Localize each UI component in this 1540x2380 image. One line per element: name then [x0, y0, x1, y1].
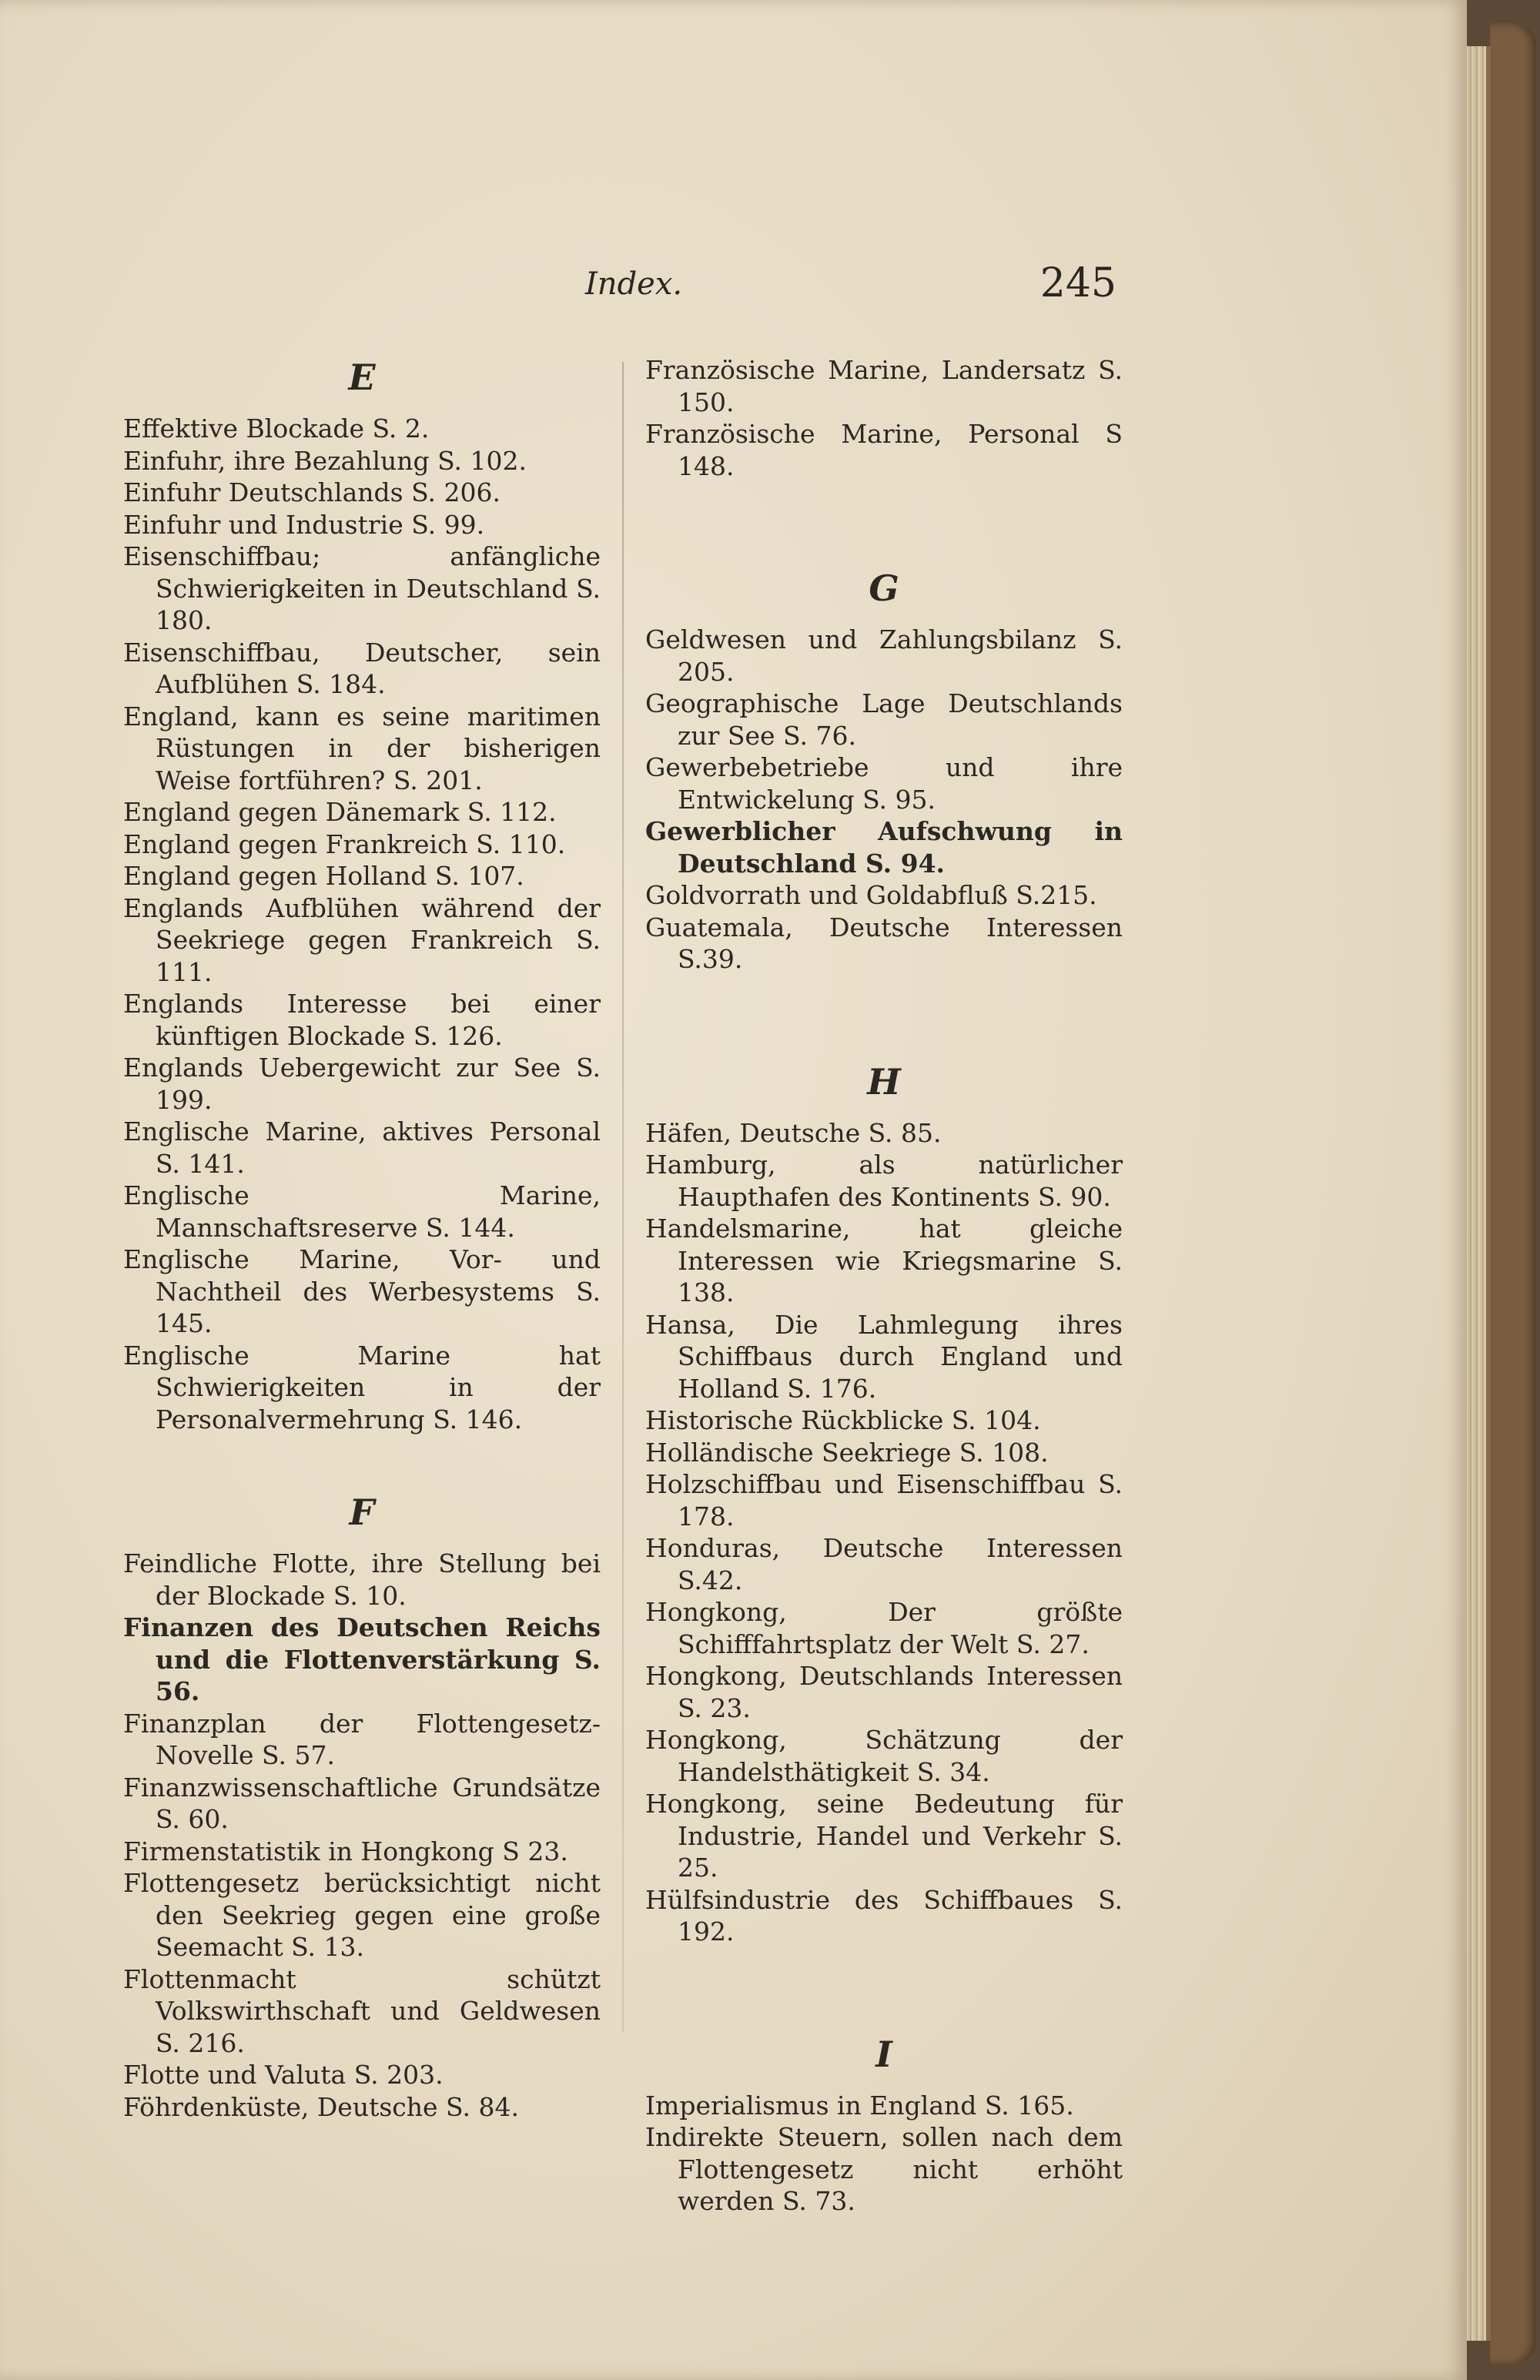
- index-entry: Hülfsindustrie des Schiffbaues S. 192.: [645, 1884, 1123, 1947]
- index-entry: England gegen Dänemark S. 112.: [123, 797, 557, 827]
- book-cover-edge: [1490, 23, 1536, 2364]
- section-gap: [645, 1948, 1123, 2002]
- section-gap: [645, 482, 1123, 536]
- index-entry: Gewerbebetriebe und ihre Entwickelung S. 95.: [645, 752, 1123, 815]
- index-entry: Föhrdenküste, Deutsche S. 84.: [123, 2091, 519, 2122]
- index-entry: Effektive Blockade S. 2.: [123, 413, 430, 444]
- column-divider: [622, 362, 624, 2033]
- index-entry: Finanzwissenschaftliche Grundsätze S. 60.: [123, 1772, 601, 1834]
- index-entry: Englische Marine, aktives Personal S. 141.: [123, 1116, 601, 1179]
- section-letter-i: I: [875, 2033, 892, 2075]
- index-entry: Feindliche Flotte, ihre Stellung bei der Blockade S. 10.: [123, 1548, 601, 1611]
- index-entry: Flotte und Valuta S. 203.: [123, 2060, 444, 2090]
- index-entry: Goldvorrath und Goldabfluß S.215.: [645, 880, 1097, 910]
- index-entry: Imperialismus in England S. 165.: [645, 2090, 1074, 2121]
- index-entry: Einfuhr und Industrie S. 99.: [123, 509, 485, 540]
- index-entry: Flottengesetz berücksichtigt nicht den Seekrieg gegen eine große Seemacht S. 13.: [123, 1868, 601, 1962]
- index-entry: Hongkong, Der größte Schifffahrtsplatz der Welt S. 27.: [645, 1597, 1123, 1659]
- page-header: [123, 260, 1116, 314]
- index-entry: Hongkong, Schätzung der Handelsthätigkeit S. 34.: [645, 1725, 1123, 1787]
- index-entry: Englands Aufblühen während der Seekriege gegen Frankreich S. 111.: [123, 892, 601, 987]
- index-column-right: [645, 354, 1123, 2218]
- index-entry: England gegen Holland S. 107.: [123, 861, 524, 891]
- index-entry: Englands Interesse bei einer künftigen Blockade S. 126.: [123, 989, 601, 1051]
- index-entry: Einfuhr Deutschlands S. 206.: [123, 477, 500, 507]
- index-entry: Englische Marine, Vor- und Nachtheil des Werbesystems S. 145.: [123, 1244, 601, 1338]
- section-letter-h: H: [867, 1060, 901, 1103]
- index-entry: Finanzen des Deutschen Reichs und die Flottenverstärkung S. 56.: [123, 1612, 601, 1706]
- index-entry: Guatemala, Deutsche Interessen S.39.: [645, 912, 1123, 974]
- index-column-left: [123, 354, 601, 2123]
- index-entry: Holzschiffbau und Eisenschiffbau S. 178.: [645, 1469, 1123, 1531]
- index-entry: Historische Rückblicke S. 104.: [645, 1405, 1041, 1435]
- section-gap: [645, 976, 1123, 1029]
- index-entry: Geographische Lage Deutschlands zur See S. 76.: [645, 688, 1123, 751]
- index-entry: Englische Marine hat Schwierigkeiten in der Personalvermehrung S. 146.: [123, 1340, 601, 1434]
- index-entry: Finanzplan der Flottengesetz-Novelle S. 57.: [123, 1708, 601, 1770]
- index-entry: Einfuhr, ihre Bezahlung S. 102.: [123, 445, 527, 476]
- index-entry: Firmenstatistik in Hongkong S 23.: [123, 1836, 568, 1866]
- index-entry: Englische Marine, Mannschaftsreserve S. 144.: [123, 1180, 601, 1243]
- index-entry: Französische Marine, Personal S 148.: [645, 419, 1123, 481]
- index-entry: Eisenschiffbau; anfängliche Schwierigkeiten in Deutschland S. 180.: [123, 541, 601, 635]
- index-entry: Englands Uebergewicht zur See S. 199.: [123, 1053, 601, 1115]
- index-entry: Eisenschiffbau, Deutscher, sein Aufblühen S. 184.: [123, 637, 601, 699]
- section-gap: [123, 1435, 601, 1489]
- index-entry: Holländische Seekriege S. 108.: [645, 1437, 1049, 1468]
- index-entry: Hamburg, als natürlicher Haupthafen des Kontinents S. 90.: [645, 1150, 1123, 1212]
- index-entry: Französische Marine, Landersatz S. 150.: [645, 355, 1123, 417]
- index-entry: England gegen Frankreich S. 110.: [123, 828, 566, 859]
- index-entry: Häfen, Deutsche S. 85.: [645, 1117, 942, 1148]
- index-entry: Hongkong, seine Bedeutung für Industrie, Handel und Verkehr S. 25.: [645, 1789, 1123, 1883]
- section-letter-g: G: [869, 567, 899, 609]
- index-entry: Honduras, Deutsche Interessen S.42.: [645, 1533, 1123, 1595]
- index-entry: Hansa, Die Lahmlegung ihres Schiffbaus durch England und Holland S. 176.: [645, 1309, 1123, 1404]
- section-letter-f: F: [349, 1491, 375, 1533]
- index-entry: Gewerblicher Aufschwung in Deutschland S. 94.: [645, 816, 1123, 879]
- page-number: 245: [1040, 260, 1116, 306]
- running-title: Index.: [585, 266, 683, 302]
- section-letter-e: E: [348, 356, 376, 398]
- index-entry: Flottenmacht schützt Volkswirthschaft und Geldwesen S. 216.: [123, 1963, 601, 2058]
- index-entry: Indirekte Steuern, sollen nach dem Flottengesetz nicht erhöht werden S. 73.: [645, 2122, 1123, 2216]
- index-entry: Handelsmarine, hat gleiche Interessen wie Kriegsmarine S. 138.: [645, 1213, 1123, 1307]
- index-entry: England, kann es seine maritimen Rüstungen in der bisherigen Weise fortführen? S. 201.: [123, 701, 601, 795]
- index-entry: Hongkong, Deutschlands Interessen S. 23.: [645, 1661, 1123, 1723]
- index-entry: Geldwesen und Zahlungsbilanz S. 205.: [645, 624, 1123, 687]
